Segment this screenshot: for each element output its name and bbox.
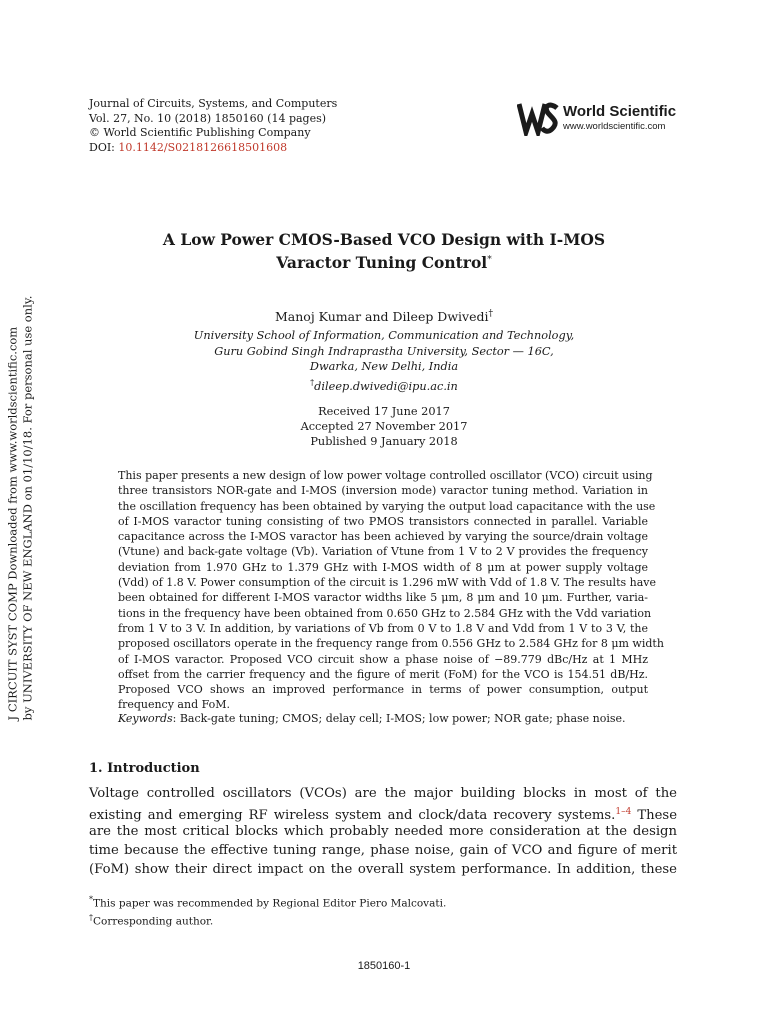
world-scientific-logo-icon (517, 100, 561, 136)
abstract-line: capacitance across the I-MOS varactor has been achieved by varying the source/drain voltage (118, 530, 648, 544)
abstract-line: tions in the frequency have been obtained from 0.650 GHz to 2.584 GHz with the Vdd variation (118, 606, 652, 620)
intro-line-5: (FoM) show their direct impact on the overall system performance. In addition, these (89, 862, 677, 877)
date-accepted: Accepted 27 November 2017 (300, 420, 468, 434)
affiliation (0, 328, 768, 394)
journal-copyright: © World Scientific Publishing Company (89, 126, 311, 140)
author-names: Manoj Kumar and Dileep Dwivedi (275, 309, 489, 325)
affiliation-line2: Guru Gobind Singh Indraprastha University, Sector — 16C, (214, 344, 554, 358)
publication-dates (0, 404, 768, 450)
journal-name: Journal of Circuits, Systems, and Computers (89, 97, 338, 110)
date-published: Published 9 January 2018 (310, 435, 458, 449)
author-mark: † (488, 309, 493, 319)
publisher-name: World Scientific (563, 103, 677, 120)
affiliation-line3: Dwarka, New Delhi, India (309, 360, 459, 374)
email-address[interactable]: dileep.dwivedi@ipu.ac.in (314, 379, 458, 393)
doi-label: DOI: (89, 140, 119, 154)
section-heading: 1. Introduction (89, 761, 200, 776)
abstract-line: offset from the carrier frequency and the figure of merit (FoM) for the VCO is 154.51 dB/Hz. (118, 667, 648, 681)
abstract-line: of I-MOS varactor. Proposed VCO circuit show a phase noise of −89.779 dBc/Hz at 1 MHz (118, 652, 648, 666)
affiliation-email (0, 375, 768, 394)
intro-line-1: Voltage controlled oscillators (VCOs) are the major building blocks in most of the (89, 786, 677, 801)
footnote-2-text: Corresponding author. (93, 915, 214, 928)
abstract-line: This paper presents a new design of low power voltage controlled oscillator (VCO) circuit using (118, 469, 653, 482)
paper-title (0, 230, 768, 273)
publisher-logo (517, 100, 687, 136)
abstract-line: (Vtune) and back-gate voltage (Vb). Variation of Vtune from 1 V to 2 V provides the frequency (118, 545, 648, 559)
email-mark: † (310, 377, 315, 387)
page-number: 1850160-1 (357, 960, 411, 972)
title-footnote-mark: * (487, 255, 492, 265)
footnotes (89, 893, 446, 929)
abstract-line: proposed oscillators operate in the frequency range from 0.556 GHz to 2.584 GHz for 8 μm width (118, 637, 664, 651)
abstract-line: Proposed VCO shows an improved performance in terms of power consumption, output (118, 683, 648, 697)
abstract-line: frequency and FoM. (118, 698, 231, 712)
date-received: Received 17 June 2017 (318, 405, 450, 418)
footnote-1-mark: * (89, 895, 93, 904)
intro-line-2-end: These (631, 808, 678, 823)
footnote-2 (89, 911, 446, 929)
citation-link[interactable]: 1–4 (615, 807, 632, 817)
title-line2 (0, 250, 768, 273)
abstract-line: from 1 V to 3 V. In addition, by variations of Vb from 0 V to 1.8 V and Vdd from 1 V to 3 V, the (118, 621, 648, 635)
abstract-line: the oscillation frequency has been obtained by varying the output load capacitance with the use (118, 499, 656, 513)
abstract-line: three transistors NOR-gate and I-MOS (inversion mode) varactor tuning method. Variation in (118, 484, 648, 498)
intro-line-3: are the most critical blocks which probably needed more consideration at the design (89, 824, 677, 839)
keywords-text: : Back-gate tuning; CMOS; delay cell; I-MOS; low power; NOR gate; phase noise. (172, 712, 626, 725)
authors (0, 309, 768, 324)
affiliation-line1: University School of Information, Communication and Technology, (193, 329, 575, 342)
abstract-line: been obtained for different I-MOS varactor widths like 5 μm, 8 μm and 10 μm. Further, varia- (118, 591, 648, 605)
keywords (118, 712, 678, 725)
title-line1: A Low Power CMOS-Based VCO Design with I-MOS (162, 230, 606, 249)
journal-doi (89, 141, 337, 156)
journal-info (89, 97, 337, 155)
abstract-line: of I-MOS varactor tuning consisting of two PMOS transistors connected in parallel. Variable (118, 514, 648, 528)
keywords-label: Keywords (118, 712, 173, 725)
intro-line-4: time because the effective tuning range, phase noise, gain of VCO and figure of merit (89, 843, 677, 858)
intro-line-2-text: existing and emerging RF wireless system and clock/data recovery systems. (89, 808, 616, 823)
footnote-1-text: This paper was recommended by Regional Editor Piero Malcovati. (93, 897, 447, 910)
doi-link[interactable]: 10.1142/S0218126618501608 (118, 140, 288, 154)
intro-line-2 (89, 803, 677, 822)
abstract (118, 468, 664, 713)
publisher-url[interactable]: www.worldscientific.com (563, 121, 666, 132)
abstract-line: (Vdd) of 1.8 V. Power consumption of the circuit is 1.296 mW with Vdd of 1.8 V. The results have (118, 576, 656, 590)
download-notice-line1: J CIRCUIT SYST COMP Downloaded from www.worldscientific.com (5, 326, 20, 721)
download-sidebar (0, 0, 40, 1024)
title-line2-text: Varactor Tuning Control (276, 253, 488, 273)
journal-volume: Vol. 27, No. 10 (2018) 1850160 (14 pages) (89, 111, 327, 125)
download-notice-line2: by UNIVERSITY OF NEW ENGLAND on 01/10/18. For personal use only. (20, 295, 34, 721)
abstract-line: deviation from 1.970 GHz to 1.379 GHz with I-MOS width of 8 μm at power supply voltage (118, 560, 648, 574)
footnote-2-mark: † (89, 913, 93, 922)
footnote-1 (89, 893, 446, 911)
introduction-body (89, 784, 677, 879)
